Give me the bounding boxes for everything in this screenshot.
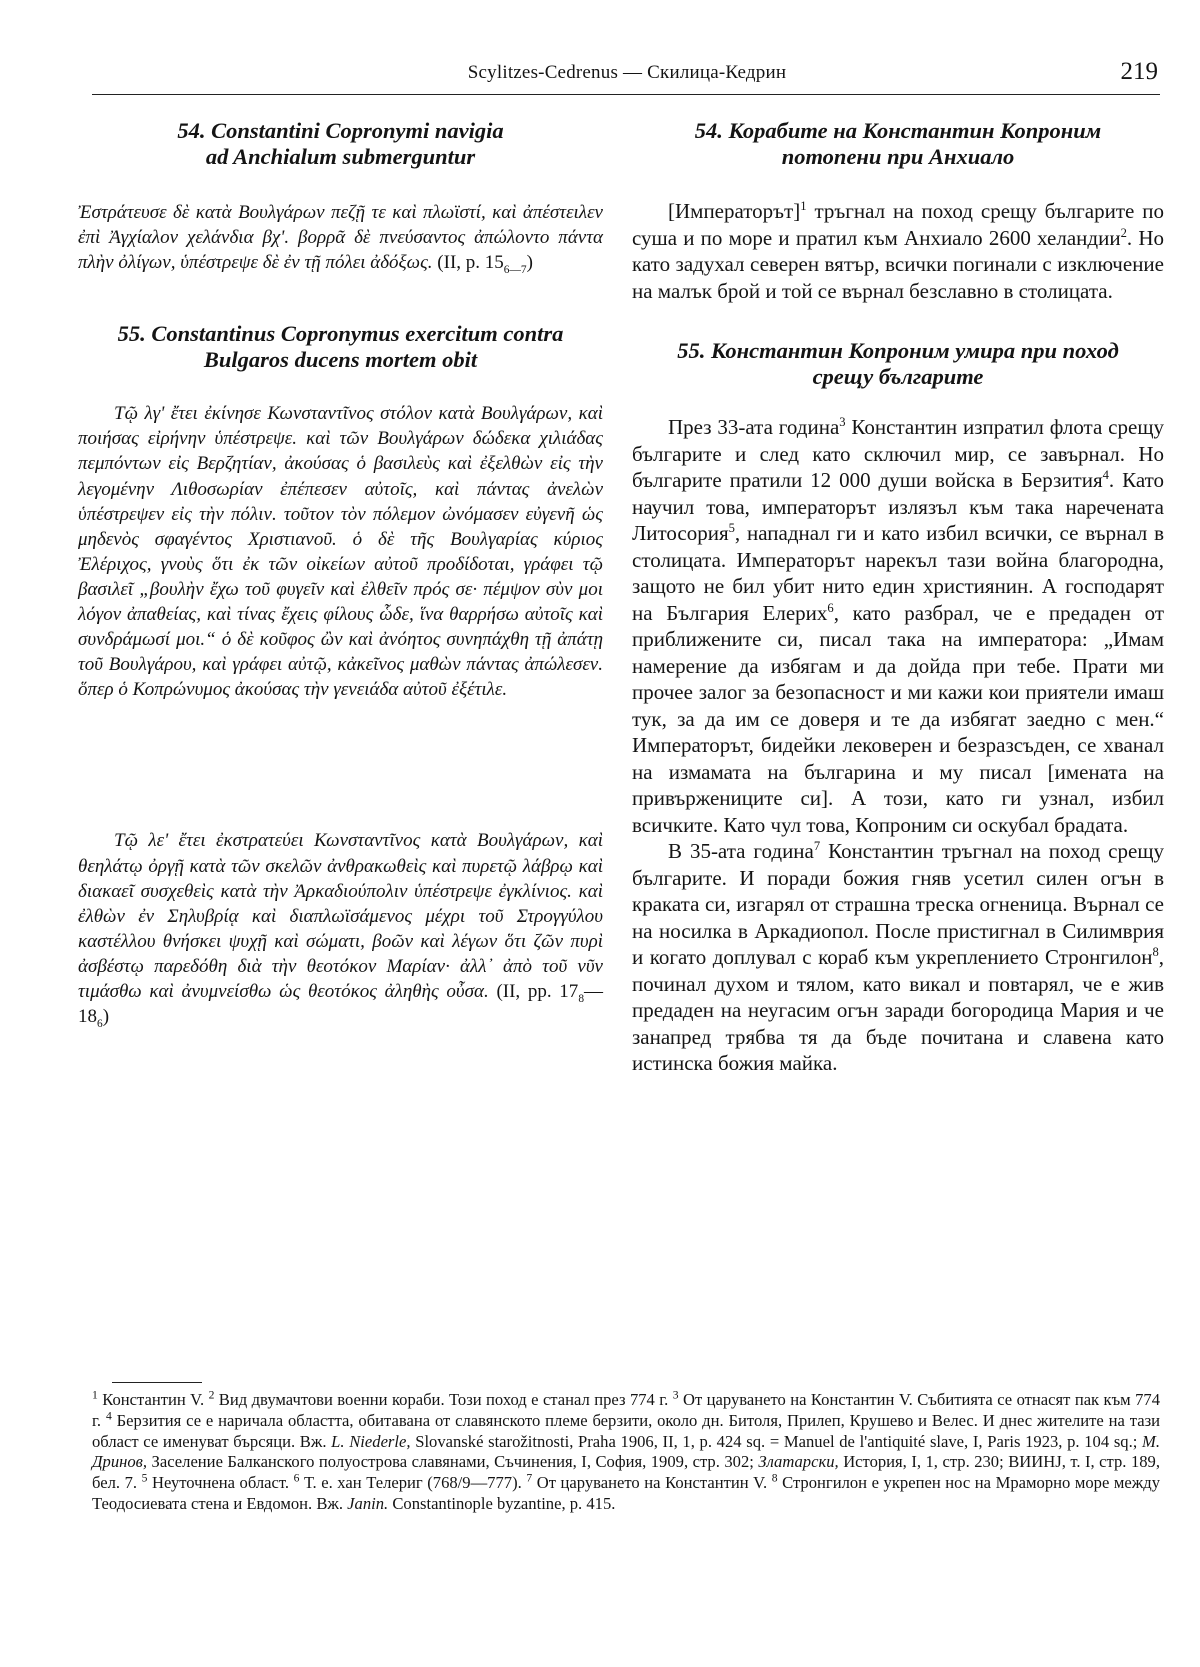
footnote-number: 6 (293, 1471, 300, 1485)
title-line: 54. Constantini Copronymi navigia (177, 118, 504, 143)
title-line: ad Anchialum submerguntur (205, 144, 476, 169)
title-line: срещу българите (812, 364, 984, 389)
footnote-text: История, I, 1, стр. 230; ВИИНЈ, т. I, стр. 189, бел. 7. (92, 1452, 1160, 1493)
running-head (92, 58, 1162, 94)
source-reference (437, 252, 533, 276)
ref-end: ) (102, 1006, 110, 1028)
text-run: Константин изпратил флота срещу българите и след като сключил мир, се завърнал. Но българите пратили 12 000 души войска в Берзития (632, 415, 1164, 492)
ref-text: (II, pp. 17 (496, 980, 579, 1002)
ref-end: ) (526, 252, 533, 274)
footnote-author: М. Дринов, (92, 1431, 1161, 1472)
footnote-author: Златарски, (758, 1452, 839, 1472)
greek-passage: Τῷ λεʹ ἔτει ἐκστρατεύει Κωνσταντῖνος κατὰ Βουλγάρων, καὶ θεηλάτῳ ὀργῇ κατὰ τῶν σκελῶν ἀνθρακωθεὶς καὶ πυρετῷ λάβρῳ καὶ διακαεῖ συσχεθεὶς κατὰ τὴν Ἀρκαδιούπολιν ὑπέστρεψε ἐγκλίνιος. καὶ ἐλθὼν ἐν Σηλυβρίᾳ καὶ διαπλωϊσάμενος μέχρι τοῦ Στρογγύλου καστέλλου θνήσκει ψυχῇ καὶ σώματι, βοῶν καὶ λέγων ὅτι ζῶν πυρὶ ἀσβέστῳ παρεδόθη διὰ τὴν θεοτόκον Μαρίαν· ἀλλ᾽ ἀπὸ τοῦ νῦν τιμάσθω καὶ ἀνυμνείσθω ὡς θεοτόκος ἀληθὴς οὖσα. (78, 830, 603, 1002)
ref-text: (II, p. 15 (437, 252, 504, 274)
footnote-number: 7 (526, 1471, 533, 1485)
text-run: В 35-ата година (668, 839, 814, 863)
ref-text: —18 (78, 980, 604, 1028)
text-run: [Императорът] (668, 199, 801, 223)
text-run: , починал духом и тялом, като викал и повтарял, че е жив предаден на неугасим огън заради богородица Мария и че занапред трябва тя да бъде почитана и славена като истинска божия майка. (632, 945, 1164, 1075)
bulgarian-column (632, 118, 1164, 1077)
footnote-author: L. Niederle, (331, 1431, 411, 1451)
text-run: . Но като задухал северен вятър, всички погинали с изключение на малък брой и той се върнал безславно в столицата. (632, 225, 1164, 303)
text-run: Константин тръгнал на поход срещу българите. И поради божия гняв усетил силен огън в краката си, изгарял от страшна треска огненица. Върнал се на носилка в Аркадиопол. После пристигнал в Силимврия и когато доплувал с кораб към укреплението Стронгилон (632, 839, 1164, 969)
text-run: тръгнал на поход срещу българите по суша и по море и пратил към Анхиало 2600 хеландии (632, 199, 1164, 250)
footnote-marker: 1 (800, 199, 807, 213)
section-54-greek-text (78, 200, 603, 275)
footnote-marker: 5 (728, 521, 735, 535)
footnote-marker: 4 (1102, 468, 1109, 482)
section-54-latin-title (78, 118, 603, 170)
footnote-marker: 3 (839, 415, 846, 429)
footnote-text: Constantinople byzantine, p. 415. (388, 1493, 616, 1513)
footnote-marker: 6 (827, 600, 834, 615)
footnote-text: Т. е. хан Телериг (768/9—777). (299, 1473, 527, 1493)
footnote-text: От царуването на Константин V. (532, 1473, 772, 1493)
page-number: 219 (1120, 58, 1158, 85)
ref-sub: 8 (578, 992, 585, 1005)
header-rule (92, 94, 1160, 95)
footnote-text: Берзития се е наричала областта, обитавана от славянското племе берзити, около дн. Битоля, Прилеп, Крушево и Велес. И днес жителите на тази област се именуват бърсяци. Вж. (92, 1410, 1161, 1451)
title-line: 54. Корабите на Константин Копроним (694, 118, 1102, 143)
footnote-text: Вид двумачтови военни кораби. Този поход е станал през 774 г. (214, 1390, 673, 1409)
footnote-text: От царуването на Константин V. Събитията се отнасят пак към 774 г. (92, 1390, 1160, 1430)
footnote-marker: 8 (1152, 945, 1159, 959)
section-54-bulgarian-title (632, 118, 1164, 170)
section-55-greek-text-2 (78, 828, 603, 1029)
footnote-text: Стронгилон е укрепен нос на Мраморно море между Теодосиевата стена и Евдомон. Вж. (92, 1473, 1160, 1513)
footnote-text: Slovanské starožitnosti, Praha 1906, II, 1, p. 424 sq. = Manuel de l'antiquité slave, I, Paris 1923, p. 104 sq.; (410, 1431, 1143, 1451)
title-line: 55. Constantinus Copronymus exercitum contra (117, 321, 564, 347)
footnote-number: 1 (92, 1388, 98, 1402)
title-line: 55. Константин Копроним умира при поход (677, 338, 1119, 363)
title-line: Bulgaros ducens mortem obit (203, 347, 478, 373)
greek-passage: Ἐστράτευσε δὲ κατὰ Βουλγάρων πεζῇ τε καὶ πλωϊστί, καὶ ἀπέστειλεν ἐπὶ Ἀγχίαλον χελάνδια βχʹ. βορρᾶ δὲ πνεύσαντος ἀπώλοντο πάντα πλὴν ὀλίγων, ὑπέστρεψε δὲ ἐν τῇ πόλει ἀδόξως. (78, 202, 603, 274)
section-54-translation (632, 198, 1164, 304)
footnote-marker: 2 (1120, 225, 1127, 240)
footnote-number: 4 (105, 1409, 112, 1423)
footnote-number: 8 (771, 1471, 778, 1485)
ref-sub: 6 (97, 1017, 103, 1030)
title-line: потопени при Анхиало (781, 144, 1015, 169)
footnotes (92, 1390, 1160, 1515)
footnote-text: Заселение Балканского полуострова славянами, Съчинения, I, София, 1909, стр. 302; (147, 1452, 759, 1472)
ref-sub: 6—7 (503, 263, 527, 276)
footnote-rule (112, 1382, 202, 1383)
footnote-number: 2 (208, 1388, 215, 1402)
footnote-text: Неуточнена област. (147, 1473, 294, 1493)
section-55-bulgarian-title (632, 338, 1164, 390)
text-run: През 33-ата година (668, 415, 840, 439)
text-run: , като разбрал, че е предаден от приближените си, писал така на императора: „Имам намерение да избягам и да дойда при тебе. Прати ми прочее залог за безопасност и ми кажи кои приятели имаш тук, за да им се доверя и те да избягат заедно с мен.“ Императорът, бидейки лековерен и безразсъден, се хванал на измамата на българина и му писал [имената на привържениците си]. А този, като ги узнал, избил всичките. Като чул това, Копроним си оскубал брадата. (632, 600, 1164, 837)
footnote-number: 5 (141, 1471, 148, 1485)
footnote-number: 3 (672, 1388, 679, 1402)
section-55-latin-title (78, 321, 603, 373)
text-run: . Като научил това, императорът излязъл към така наречената Литосория (632, 468, 1164, 545)
running-title: Scylitzes-Cedrenus — Скилица-Кедрин (467, 62, 787, 83)
footnote-marker: 7 (813, 839, 821, 853)
greek-column (78, 118, 603, 1029)
section-55-translation-1 (632, 414, 1164, 838)
section-55-greek-text-1: Τῷ λγʹ ἔτει ἐκίνησε Κωνσταντῖνος στόλον κατὰ Βουλγάρων, καὶ ποιήσας εἰρήνην ὑπέστρεψε. καὶ τῶν Βουλγάρων δώδεκα χιλιάδας πεμπόντων εἰς Βερζητίαν, ἀκούσας ὁ βασιλεὺς καὶ ἐξελθὼν εἰς τὴν λεγομένην Λιθοσωρίαν ἐπέπεσεν αὐτοῖς, καὶ πάντας ἀνελὼν ὑπέστρεψεν εἰς τὴν πόλιν. τοῦτον τὸν πόλεμον ὠνόμασεν εὐγενῆ ὡς μηδενὸς σφαγέντος Χριστιανοῦ. ὁ δὲ τῆς Βουλγαρίας κύριος Ἐλέριχος, γνοὺς ὅτι ἐκ τῶν οἰκείων αὐτοῦ προδίδοται, γράφει τῷ βασιλεῖ „βουλὴν ἔχω τοῦ φυγεῖν καὶ ἐλθεῖν πρός σε· πέμψον σὺν μοι λόγον ἀπαθείας, καὶ τίνας ἔχεις φίλους ὧδε, ἵνα θαρρήσω αὐτοῖς καὶ συνδράμωσί μοι.“ ὁ δὲ κοῦφος ὢν καὶ ἀνόητος συνηπάχθη τῇ ἀπάτῃ τοῦ Βουλγάρου, καὶ γράφει αὐτῷ, κἀκεῖνος μαθὼν πάντας ἀπώλεσεν. ὅπερ ὁ Κοπρώνυμος ἀκούσας τὴν γενειάδα αὐτοῦ ἐξέτιλε. (78, 403, 603, 701)
text-run: , нападнал ги и като избил всички, се върнал в столицата. Императорът нарекъл тази война благородна, защото не бил убит нито един християнин. А господарят на България Елерих (632, 521, 1164, 625)
footnote-text: Константин V. (97, 1390, 209, 1409)
footnote-author: Janin. (347, 1493, 389, 1513)
section-55-translation-2 (632, 838, 1164, 1077)
